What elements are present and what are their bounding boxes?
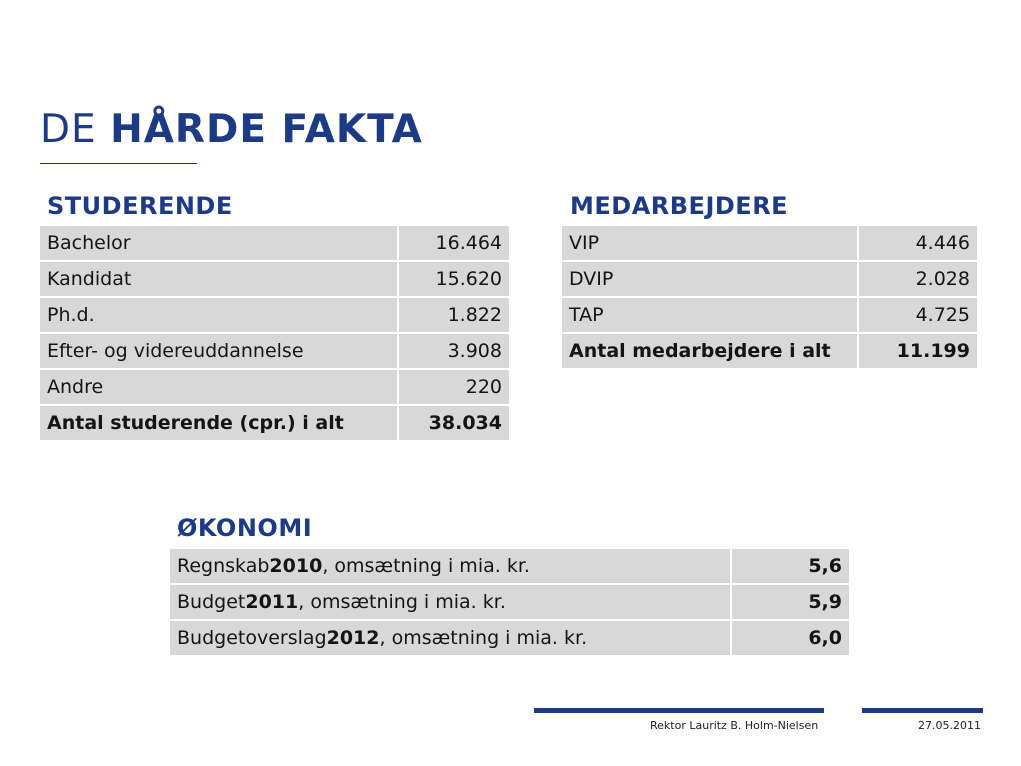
table-row: [170, 549, 849, 583]
row-label: Kandidat: [40, 262, 397, 296]
label-suffix: , omsætning i mia. kr.: [322, 555, 530, 577]
row-label: Antal medarbejdere i alt: [562, 334, 857, 368]
label-year: 2010: [269, 555, 323, 577]
row-label: Bachelor: [40, 226, 397, 260]
students-table: [40, 226, 509, 442]
slide-title: [40, 107, 423, 152]
footer-date: 27.05.2011: [918, 719, 981, 732]
row-label: Ph.d.: [40, 298, 397, 332]
title-light: DE: [40, 107, 97, 152]
row-value: 6,0: [732, 621, 849, 655]
table-row: [40, 370, 509, 404]
label-prefix: Budgetoverslag: [177, 627, 327, 649]
table-row: [40, 262, 509, 296]
row-value: 16.464: [399, 226, 509, 260]
footer-bar-left: [534, 708, 824, 713]
footer-presenter: Rektor Lauritz B. Holm-Nielsen: [650, 719, 819, 732]
row-value: 15.620: [399, 262, 509, 296]
row-label: Antal studerende (cpr.) i alt: [40, 406, 397, 440]
row-value: 5,9: [732, 585, 849, 619]
row-value: 11.199: [859, 334, 977, 368]
row-label: TAP: [562, 298, 857, 332]
row-value: 38.034: [399, 406, 509, 440]
row-label: Andre: [40, 370, 397, 404]
staff-heading: MEDARBEJDERE: [570, 192, 789, 220]
table-row: [170, 621, 849, 655]
footer-bar-right: [862, 708, 983, 713]
row-value: 5,6: [732, 549, 849, 583]
title-underline: [40, 163, 197, 164]
row-value: 1.822: [399, 298, 509, 332]
row-label: DVIP: [562, 262, 857, 296]
table-row: [562, 226, 977, 260]
table-row: [40, 226, 509, 260]
row-value: 3.908: [399, 334, 509, 368]
row-label: [170, 549, 730, 583]
table-row: [170, 585, 849, 619]
title-bold: HÅRDE FAKTA: [110, 107, 423, 152]
label-prefix: Budget: [177, 591, 246, 613]
row-label: [170, 585, 730, 619]
row-value: 4.725: [859, 298, 977, 332]
table-row: [40, 334, 509, 368]
row-label: VIP: [562, 226, 857, 260]
label-suffix: , omsætning i mia. kr.: [379, 627, 588, 649]
staff-table: [562, 226, 977, 370]
economy-heading: ØKONOMI: [177, 514, 313, 542]
label-year: 2011: [245, 591, 299, 613]
table-row: [40, 298, 509, 332]
row-value: 4.446: [859, 226, 977, 260]
label-year: 2012: [326, 627, 380, 649]
row-value: 2.028: [859, 262, 977, 296]
row-label: Efter- og videreuddannelse: [40, 334, 397, 368]
table-row: [562, 298, 977, 332]
row-label: [170, 621, 730, 655]
table-row: [562, 262, 977, 296]
students-heading: STUDERENDE: [47, 192, 233, 220]
label-prefix: Regnskab: [177, 555, 270, 577]
row-value: 220: [399, 370, 509, 404]
label-suffix: , omsætning i mia. kr.: [298, 591, 506, 613]
economy-table: [170, 549, 849, 657]
total-row: [562, 334, 977, 368]
total-row: [40, 406, 509, 440]
